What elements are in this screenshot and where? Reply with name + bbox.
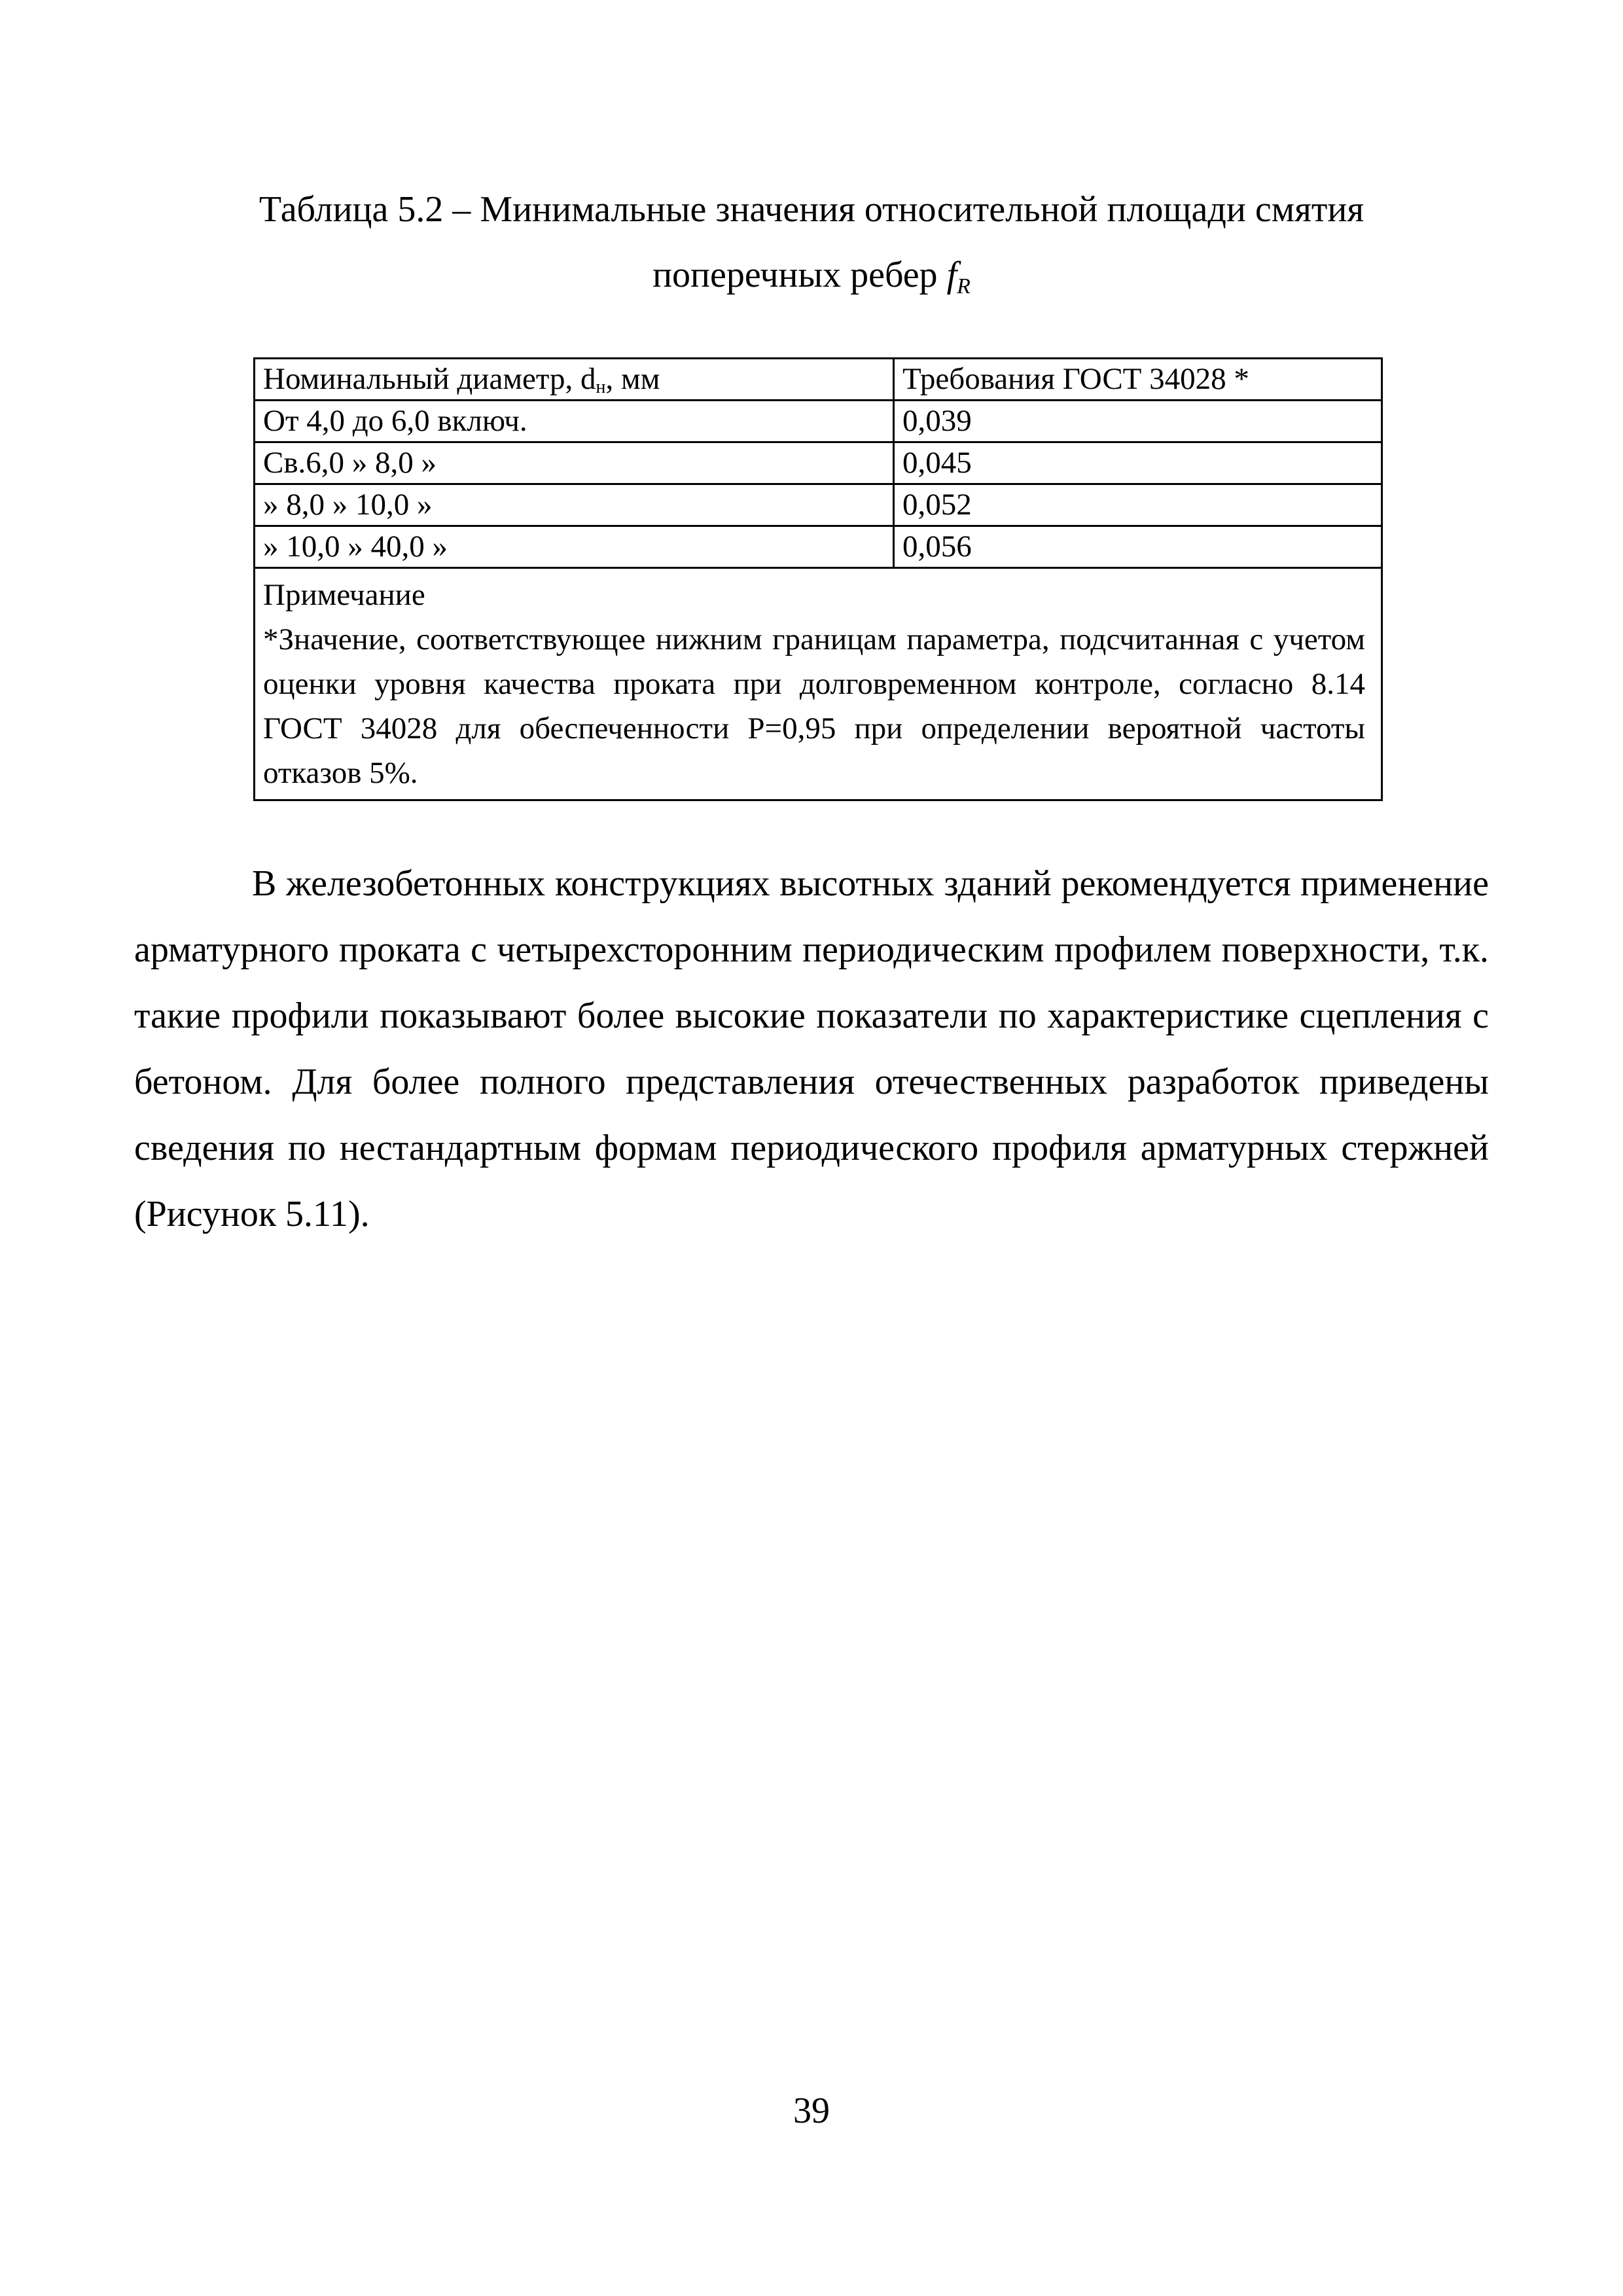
row-value: 0,045 bbox=[894, 442, 1382, 484]
row-diameter: Св.6,0 » 8,0 » bbox=[255, 442, 894, 484]
row-value: 0,056 bbox=[894, 526, 1382, 568]
note-text: *Значение, соответствующее нижним границам параметра, подсчитанная с учетом оценки уровня качества проката при долговременном контроле, согласно 8.14 ГОСТ 34028 для обеспеченности P=0,95 при определении вероятной частоты отказов 5%. bbox=[263, 622, 1365, 790]
diameter-subscript: н bbox=[596, 377, 606, 397]
table-caption-line-1: Таблица 5.2 – Минимальные значения относительной площади смятия bbox=[259, 189, 1364, 230]
table-header-row bbox=[255, 359, 1382, 401]
ribs-area-table bbox=[253, 357, 1383, 801]
table-note bbox=[255, 568, 1382, 800]
note-title: Примечание bbox=[263, 578, 425, 612]
table-row bbox=[255, 484, 1382, 526]
table-caption-line-2 bbox=[131, 242, 1492, 308]
row-value: 0,052 bbox=[894, 484, 1382, 526]
row-diameter: » 10,0 » 40,0 » bbox=[255, 526, 894, 568]
body-paragraph: В железобетонных конструкциях высотных зданий рекомендуется применение арматурного проката с четырехсторонним периодическим профилем поверхности, т.к. такие профили показывают более высокие показатели по характеристике сцепления с бетоном. Для более полного представления отечественных разработок приведены сведения по нестандартным формам периодического профиля арматурных стержней (Рисунок 5.11). bbox=[134, 863, 1489, 1234]
row-value: 0,039 bbox=[894, 401, 1382, 442]
row-diameter: » 8,0 » 10,0 » bbox=[255, 484, 894, 526]
table-caption-symbol-subscript: R bbox=[957, 274, 971, 298]
header-diameter: Номинальный диаметр, $d_н$, мм bbox=[255, 359, 894, 401]
header-requirements: Требования ГОСТ 34028 * bbox=[894, 359, 1382, 401]
page-number: 39 bbox=[793, 2090, 830, 2131]
table-caption-symbol: f bbox=[946, 255, 957, 295]
table-caption-text: поперечных ребер bbox=[652, 255, 947, 295]
table-note-row bbox=[255, 568, 1382, 800]
table-row bbox=[255, 526, 1382, 568]
table-row bbox=[255, 442, 1382, 484]
table-row bbox=[255, 401, 1382, 442]
row-diameter: От 4,0 до 6,0 включ. bbox=[255, 401, 894, 442]
